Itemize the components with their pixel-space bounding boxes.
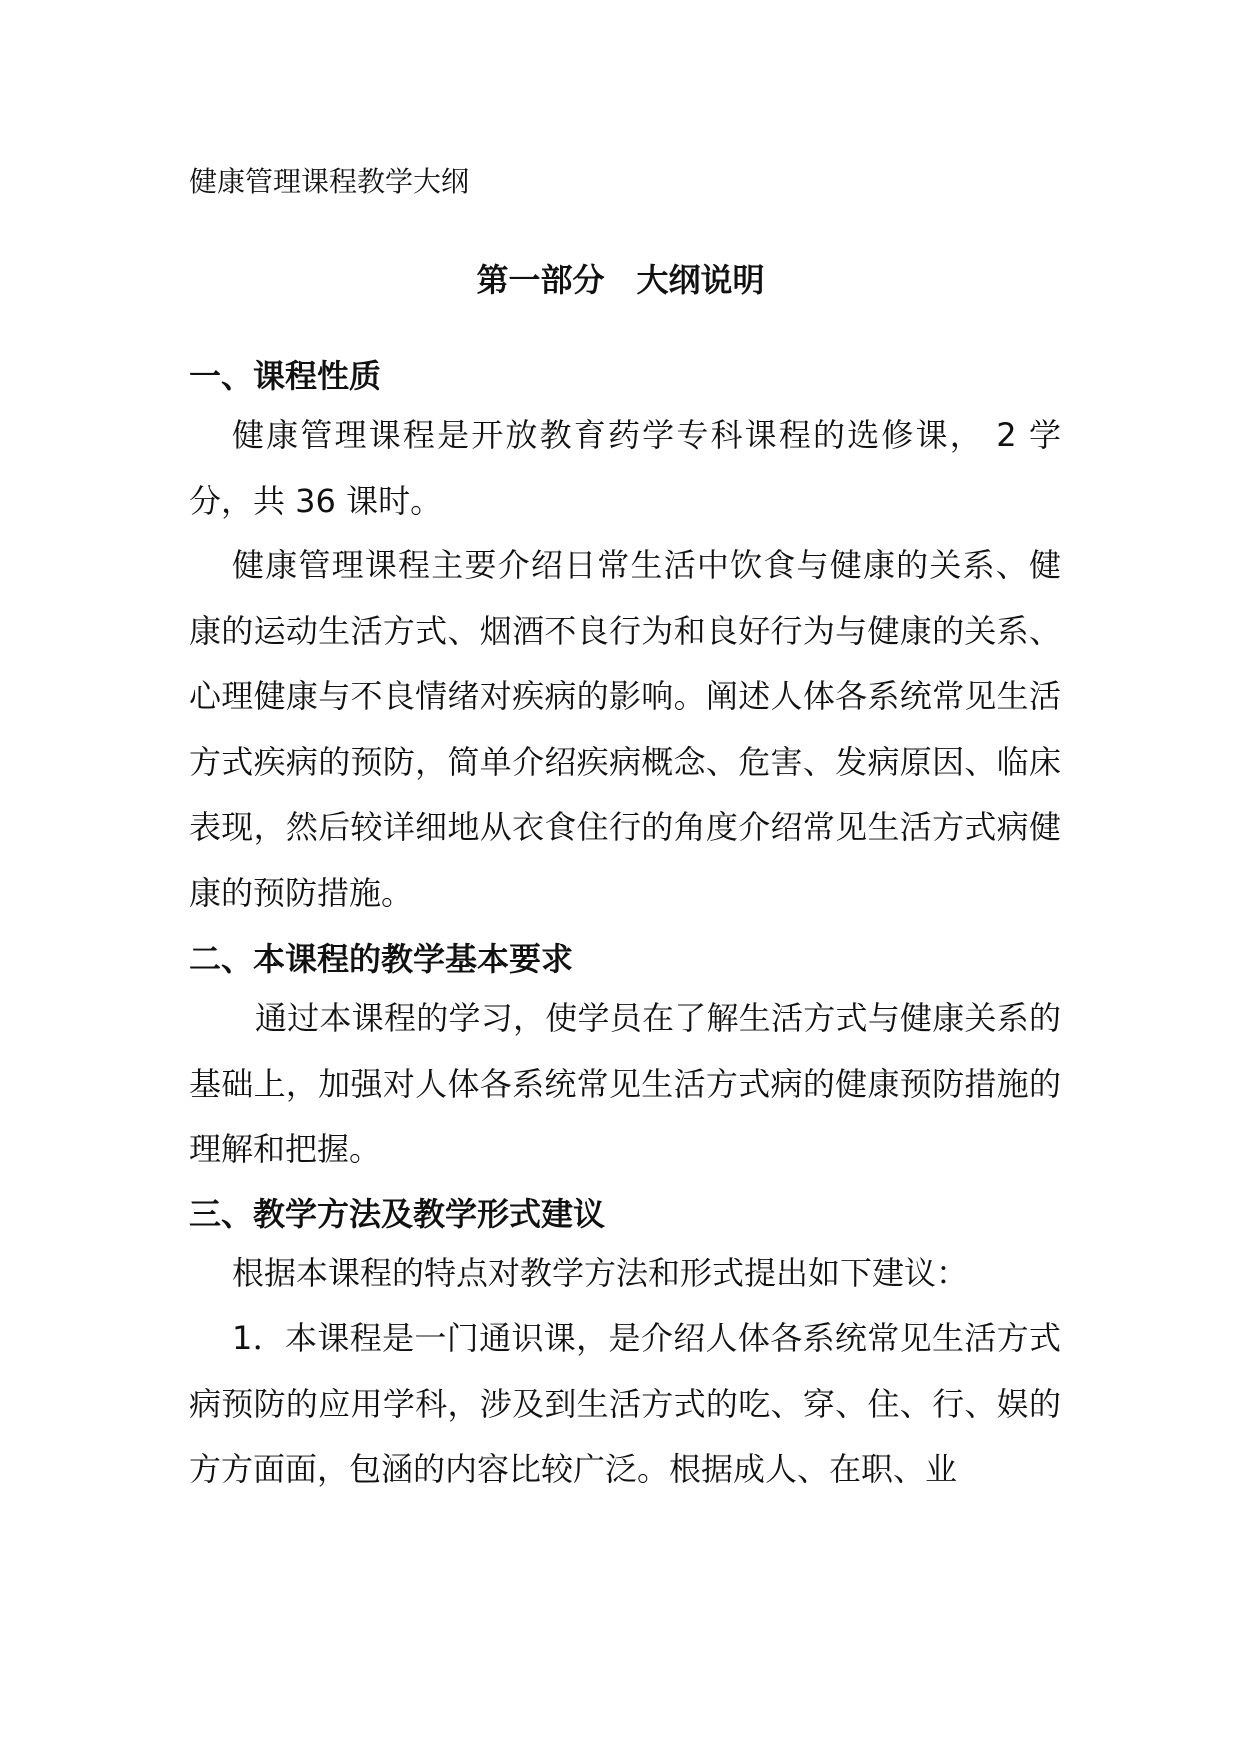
- paragraph-method-1: 1．本课程是一门通识课，是介绍人体各系统常见生活方式病预防的应用学科，涉及到生活方式的吃、穿、住、行、娱的方方面面，包涵的内容比较广泛。根据成人、在职、业: [189, 1319, 1061, 1488]
- paragraph-requirements: 通过本课程的学习，使学员在了解生活方式与健康关系的基础上，加强对人体各系统常见生活方式病的健康预防措施的理解和把握。: [189, 999, 1061, 1168]
- paragraph-course-intro: 健康管理课程主要介绍日常生活中饮食与健康的关系、健康的运动生活方式、烟酒不良行为和良好行为与健康的关系、心理健康与不良情绪对疾病的影响。阐述人体各系统常见生活方式疾病的预防，简单介绍疾病概念、危害、发病原因、临床表现，然后较详细地从衣食住行的角度介绍常见生活方式病健康的预防措施。: [189, 546, 1061, 912]
- section-heading-requirements: 二、本课程的教学基本要求: [189, 940, 574, 978]
- section-heading-methods: 三、教学方法及教学形式建议: [189, 1195, 606, 1233]
- document-label: 健康管理课程教学大纲: [189, 165, 470, 198]
- paragraph-credits: 健康管理课程是开放教育药学专科课程的选修课， 2 学分，共 36 课时。: [189, 416, 1061, 520]
- section-heading-nature: 一、课程性质: [189, 357, 382, 395]
- paragraph-methods-intro: 根据本课程的特点对教学方法和形式提出如下建议：: [232, 1254, 969, 1292]
- part-title: 第一部分 大纲说明: [476, 261, 765, 299]
